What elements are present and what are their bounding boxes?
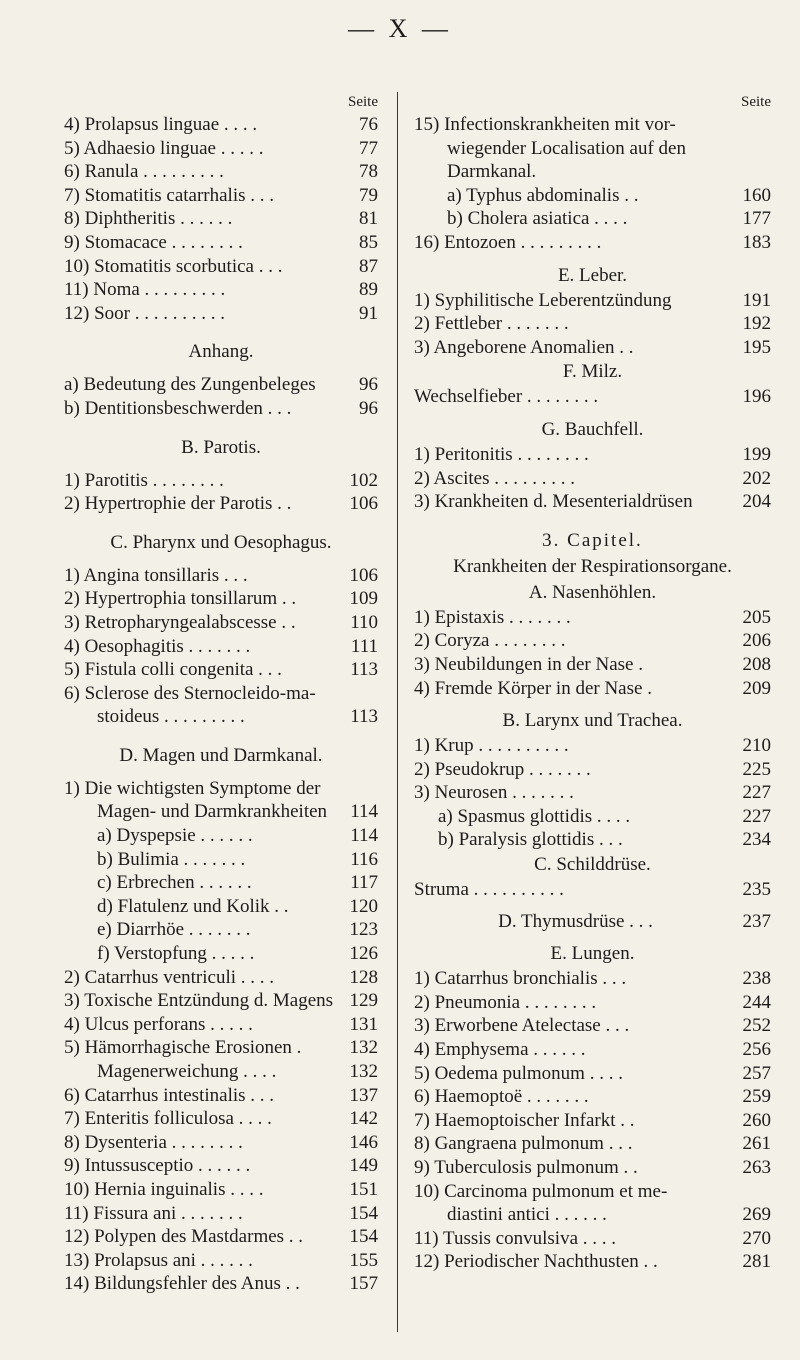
toc-entry: 2) Hypertrophia tonsillarum . . 109 <box>64 588 378 610</box>
toc-entry: 13) Prolapsus ani . . . . . . 155 <box>64 1249 378 1271</box>
toc-entry: b) Bulimia . . . . . . . 116 <box>97 848 378 870</box>
toc-entry: D. Thymusdrüse . . . 237 <box>498 910 771 932</box>
toc-entry: 12) Periodischer Nachthusten . . 281 <box>414 1251 771 1273</box>
toc-entry: b) Dentitionsbeschwerden . . . 96 <box>64 397 378 419</box>
toc-entry: 11) Noma . . . . . . . . . 89 <box>64 279 378 301</box>
section-heading-magen: D. Magen und Darmkanal. <box>119 744 323 766</box>
toc-entry: diastini antici . . . . . . 269 <box>447 1204 771 1226</box>
toc-entry: 9) Intussusceptio . . . . . . 149 <box>64 1155 378 1177</box>
section-heading-schilddruese: C. Schilddrüse. <box>534 854 651 876</box>
toc-entry: 3) Toxische Entzündung d. Magens 129 <box>64 990 378 1012</box>
column-divider <box>397 92 398 1332</box>
toc-entry: 9) Stomacace . . . . . . . . 85 <box>64 231 378 253</box>
toc-entry: 2) Ascites . . . . . . . . . 202 <box>414 467 771 489</box>
toc-entry: Magen- und Darmkrankheiten 114 <box>97 801 378 823</box>
toc-entry: 6) Catarrhus intestinalis . . . 137 <box>64 1084 378 1106</box>
toc-entry: 3) Neurosen . . . . . . . 227 <box>414 782 771 804</box>
seite-header: Seite <box>741 94 771 110</box>
toc-entry: 1) Die wichtigsten Symptome der <box>64 777 321 799</box>
toc-entry: 1) Syphilitische Leberentzündung 191 <box>414 289 771 311</box>
toc-entry: 8) Diphtheritis . . . . . . 81 <box>64 208 378 230</box>
toc-entry: 1) Catarrhus bronchialis . . . 238 <box>414 968 771 990</box>
toc-entry: 2) Pseudokrup . . . . . . . 225 <box>414 758 771 780</box>
toc-entry: e) Diarrhöe . . . . . . . 123 <box>97 919 378 941</box>
toc-entry: 5) Adhaesio linguae . . . . . 77 <box>64 137 378 159</box>
toc-entry: b) Paralysis glottidis . . . 234 <box>438 829 771 851</box>
toc-entry: 6) Haemoptoë . . . . . . . 259 <box>414 1086 771 1108</box>
toc-entry: 10) Stomatitis scorbutica . . . 87 <box>64 255 378 277</box>
toc-entry: 6) Ranula . . . . . . . . . 78 <box>64 161 378 183</box>
toc-entry: 2) Pneumonia . . . . . . . . 244 <box>414 991 771 1013</box>
toc-entry: wiegender Localisation auf den <box>447 137 686 159</box>
toc-entry: 4) Fremde Körper in der Nase . 209 <box>414 677 771 699</box>
toc-entry: Struma . . . . . . . . . . 235 <box>414 879 771 901</box>
toc-entry: 4) Oesophagitis . . . . . . . 111 <box>64 635 378 657</box>
toc-entry: d) Flatulenz und Kolik . . 120 <box>97 895 378 917</box>
toc-entry: 5) Oedema pulmonum . . . . 257 <box>414 1062 771 1084</box>
toc-entry: a) Bedeutung des Zungenbeleges 96 <box>64 374 378 396</box>
toc-entry: 10) Carcinoma pulmonum et me- <box>414 1180 668 1202</box>
toc-entry: 3) Krankheiten d. Mesenterialdrüsen 204 <box>414 491 771 513</box>
toc-entry: 12) Polypen des Mastdarmes . . 154 <box>64 1226 378 1248</box>
toc-entry: 1) Krup . . . . . . . . . . 210 <box>414 735 771 757</box>
toc-entry: 3) Angeborene Anomalien . . 195 <box>414 336 771 358</box>
section-heading-anhang: Anhang. <box>188 341 254 363</box>
toc-entry: 4) Ulcus perforans . . . . . 131 <box>64 1013 378 1035</box>
toc-entry: Wechselfieber . . . . . . . . 196 <box>414 386 771 408</box>
toc-entry: 2) Catarrhus ventriculi . . . . 128 <box>64 966 378 988</box>
section-heading-leber: E. Leber. <box>557 264 628 286</box>
toc-entry: 2) Fettleber . . . . . . . 192 <box>414 313 771 335</box>
toc-entry: 10) Hernia inguinalis . . . . 151 <box>64 1178 378 1200</box>
section-heading-nasen: A. Nasenhöhlen. <box>528 581 657 603</box>
toc-entry: 3) Erworbene Atelectase . . . 252 <box>414 1015 771 1037</box>
toc-entry: 2) Hypertrophie der Parotis . . 106 <box>64 493 378 515</box>
toc-entry: 1) Epistaxis . . . . . . . 205 <box>414 606 771 628</box>
toc-entry: 9) Tuberculosis pulmonum . . 263 <box>414 1157 771 1178</box>
toc-entry: 11) Tussis convulsiva . . . . 270 <box>414 1227 771 1249</box>
toc-entry: 2) Coryza . . . . . . . . 206 <box>414 630 771 652</box>
toc-entry: 7) Enteritis folliculosa . . . . 142 <box>64 1108 378 1130</box>
toc-entry: a) Typhus abdominalis . . 160 <box>447 184 771 206</box>
left-column <box>64 92 378 1296</box>
toc-entry: c) Erbrechen . . . . . . 117 <box>97 872 378 894</box>
toc-entry: 4) Emphysema . . . . . . 256 <box>414 1039 771 1061</box>
section-heading-milz: F. Milz. <box>562 361 623 383</box>
toc-entry: 6) Sclerose des Sternocleido-ma- <box>64 682 316 704</box>
toc-entry: 8) Dysenteria . . . . . . . . 146 <box>64 1131 378 1153</box>
toc-entry: 5) Fistula colli congenita . . . 113 <box>64 659 378 681</box>
toc-entry: a) Dyspepsie . . . . . . 114 <box>97 825 378 847</box>
chapter-subtitle: Krankheiten der Respirationsorgane. <box>453 555 732 577</box>
toc-entry: Darmkanal. <box>447 161 537 183</box>
seite-header: Seite <box>348 94 378 110</box>
toc-entry: 8) Gangraena pulmonum . . . 261 <box>414 1133 771 1155</box>
toc-entry: 1) Peritonitis . . . . . . . . 199 <box>414 443 771 465</box>
toc-entry: 7) Haemoptoischer Infarkt . . 260 <box>414 1109 771 1131</box>
toc-entry: 16) Entozoen . . . . . . . . . 183 <box>414 231 771 253</box>
toc-entry: 3) Neubildungen in der Nase . 208 <box>414 653 771 675</box>
toc-entry: 14) Bildungsfehler des Anus . . 157 <box>64 1273 378 1295</box>
chapter-heading: 3. Capitel. <box>542 529 643 551</box>
page-number: — X — <box>348 14 452 43</box>
section-heading-parotis: B. Parotis. <box>181 436 261 458</box>
toc-entry: 15) Infectionskrankheiten mit vor- <box>414 114 676 135</box>
section-heading-lungen: E. Lungen. <box>550 943 635 965</box>
toc-entry: Magenerweichung . . . . 132 <box>97 1061 378 1082</box>
section-heading-pharynx: C. Pharynx und Oesophagus. <box>110 531 332 553</box>
toc-entry: 7) Stomatitis catarrhalis . . . 79 <box>64 184 378 206</box>
right-column <box>414 92 771 1274</box>
toc-entry: 5) Hämorrhagische Erosionen . 132 <box>64 1037 378 1059</box>
toc-entry: a) Spasmus glottidis . . . . 227 <box>438 805 771 827</box>
toc-entry: 1) Angina tonsillaris . . . 106 <box>64 564 378 586</box>
toc-entry: stoideus . . . . . . . . . 113 <box>97 706 378 728</box>
toc-entry: 3) Retropharyngealabscesse . . 110 <box>64 611 378 633</box>
toc-entry: 1) Parotitis . . . . . . . . 102 <box>64 469 378 491</box>
section-heading-bauchfell: G. Bauchfell. <box>541 418 644 440</box>
toc-entry: 11) Fissura ani . . . . . . . 154 <box>64 1202 378 1224</box>
toc-entry: 12) Soor . . . . . . . . . . 91 <box>64 302 378 324</box>
toc-entry: b) Cholera asiatica . . . . 177 <box>447 208 771 230</box>
toc-entry: f) Verstopfung . . . . . 126 <box>97 943 378 965</box>
section-heading-larynx: B. Larynx und Trachea. <box>502 710 683 732</box>
toc-entry: 4) Prolapsus linguae . . . . 76 <box>64 114 378 135</box>
